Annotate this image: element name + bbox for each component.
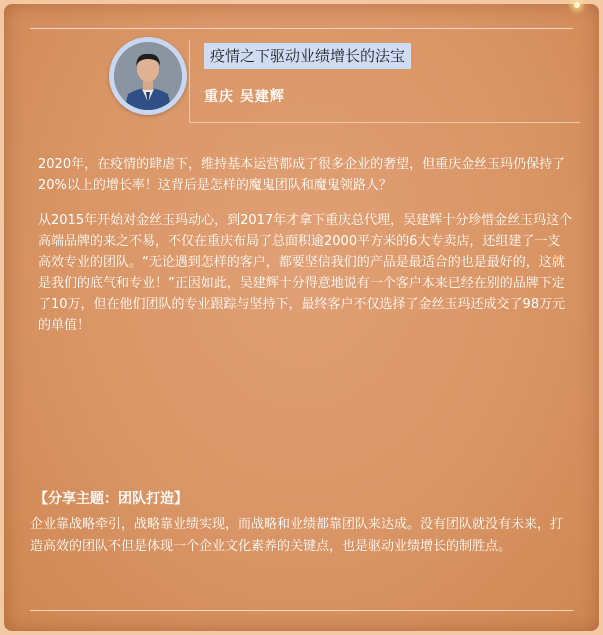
article-paragraph-1: 2020年，在疫情的肆虐下，维持基本运营都成了很多企业的奢望，但重庆金丝玉玛仍保持了20%以上的增长率！这背后是怎样的魔鬼团队和魔鬼领路人？ [38,157,566,193]
share-topic-text: 企业靠战略牵引，战略靠业绩实现，而战略和业绩都靠团队来达成。没有团队就没有未来，打造高效的团队不但是体现一个企业文化素养的关键点，也是驱动业绩增长的制胜点。 [30,517,564,554]
article-title: 疫情之下驱动业绩增长的法宝 [204,43,411,69]
bottom-divider [30,610,573,611]
share-topic-heading: 【分享主题：团队打造】 [34,491,188,507]
avatar [114,42,182,110]
top-divider [30,28,573,29]
article-paragraph-2: 从2015年开始对金丝玉玛动心，到2017年才拿下重庆总代理，吴建辉十分珍惜金丝玉玛这个高端品牌的来之不易，不仅在重庆布局了总面积逾2000平方米的6大专卖店，还组建了一支高效专业的团队。“无论遇到怎样的客户，都要坚信我们的产品是最适合的也是最好的，这就是我们的底气和专业！”正因如此，吴建辉十分得意地说有一个客户本来已经在别的品牌下定了10万，但在他们团队的专业跟踪与坚持下，最终客户不仅选择了金丝玉玛还成交了98万元的单值！ [38,213,573,333]
portrait-icon [114,42,182,110]
author-name: 重庆 吴建辉 [204,89,285,105]
sparkle-decoration [574,2,580,8]
avatar-frame [109,37,187,115]
article-card [4,4,599,631]
